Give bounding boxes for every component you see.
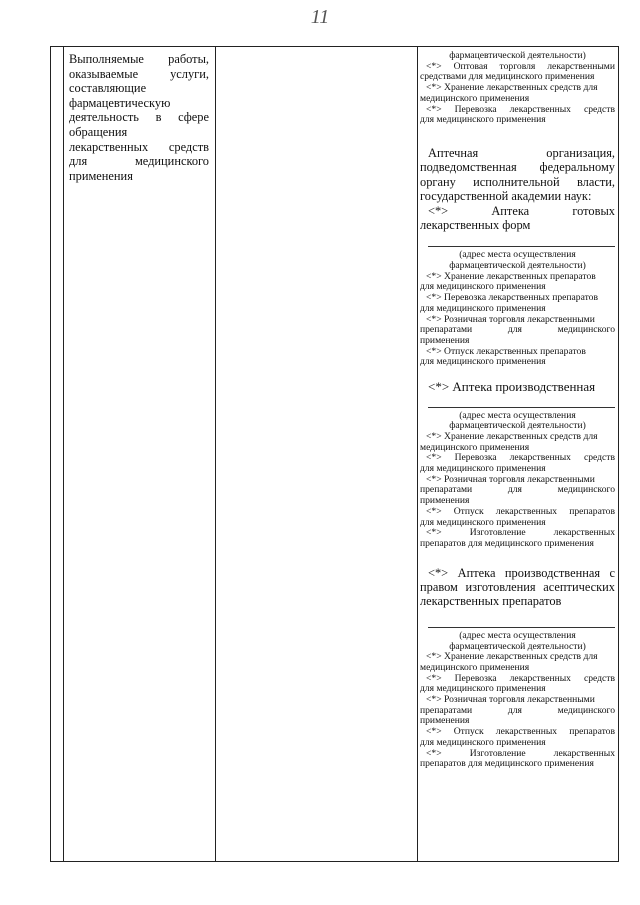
activity-item: для медицинского применения (420, 464, 546, 475)
activity-line: обращения (69, 124, 128, 139)
heading-line: правом изготовления асептических (420, 580, 615, 595)
activity-line: применения (69, 168, 133, 183)
org-line: подведомственная федеральному (420, 160, 615, 175)
activity-item: применения (420, 716, 470, 727)
activity-item: <*> Розничная торговля лекарственными (426, 474, 595, 485)
activity-item: <*> Перевозка лекарственных препаратов (426, 293, 598, 304)
column-divider (63, 47, 64, 861)
activity-item: <*> Отпуск лекарственных препаратов (426, 346, 586, 357)
activity-item: <*> Розничная торговля лекарственными (426, 695, 595, 706)
column-divider (215, 47, 216, 861)
activity-item: <*> Хранение лекарственных средств для (426, 431, 598, 442)
activity-item: применения (420, 335, 470, 346)
finished-forms-block (420, 250, 615, 368)
address-caption: фармацевтической деятельности) (449, 261, 586, 272)
production-block (420, 411, 615, 550)
activity-item: медицинского применения (420, 93, 530, 104)
activity-item: <*> Перевозка лекарственных средств (426, 453, 615, 464)
wholesale-block (420, 51, 615, 126)
address-caption: фармацевтической деятельности) (449, 51, 586, 61)
address-caption: фармацевтической деятельности) (449, 641, 586, 652)
activity-item: для медицинского применения (420, 517, 546, 528)
aseptic-heading (420, 566, 615, 609)
activity-item: <*> Хранение лекарственных препаратов (426, 271, 596, 282)
activity-item: препаратами для медицинского (420, 325, 615, 336)
activity-item: <*> Отпуск лекарственных препаратов (426, 727, 615, 738)
address-caption: фармацевтической деятельности) (449, 421, 586, 432)
activity-item: <*> Отпуск лекарственных препаратов (426, 506, 615, 517)
activity-list (420, 51, 615, 770)
activity-description (69, 52, 209, 183)
activity-item: применения (420, 496, 470, 507)
heading-line: <*> Аптека производственная с (428, 565, 615, 580)
address-underline (428, 407, 615, 408)
activity-item: для медицинского применения (420, 115, 546, 126)
activity-item: препаратами для медицинского (420, 705, 615, 716)
activity-item: для медицинского применения (420, 282, 546, 293)
activity-item: препаратов для медицинского применения (420, 538, 594, 549)
activity-line: лекарственных средств (69, 139, 209, 154)
activity-line: фармацевтическую (69, 95, 171, 110)
address-underline (428, 627, 615, 628)
license-table (50, 46, 619, 862)
activity-item: для медицинского применения (420, 357, 546, 368)
activity-item: для медицинского применения (420, 303, 546, 314)
activity-item: медицинского применения (420, 662, 530, 673)
org-line: государственной академии наук: (420, 189, 592, 204)
aseptic-block (420, 631, 615, 770)
activity-line: составляющие (69, 81, 147, 96)
page-number: 11 (310, 6, 330, 28)
activity-item: <*> Изготовление лекарственных (426, 528, 615, 539)
activity-line: деятельность в сфере (69, 110, 209, 125)
activity-line: для медицинского (69, 154, 209, 169)
activity-item: <*> Перевозка лекарственных средств (426, 104, 615, 115)
activity-item: для медицинского применения (420, 684, 546, 695)
activity-item: препаратами для медицинского (420, 485, 615, 496)
activity-line: оказываемые услуги, (69, 66, 209, 81)
activity-item: для медицинского применения (420, 737, 546, 748)
pharmacy-production-heading (420, 380, 615, 394)
activity-item: препаратов для медицинского применения (420, 759, 594, 770)
org-line: лекарственных форм (420, 217, 531, 232)
activity-item: <*> Хранение лекарственных средств для (426, 652, 598, 663)
activity-item: <*> Розничная торговля лекарственными (426, 314, 595, 325)
activity-item: <*> Оптовая торговля лекарственными (426, 61, 615, 72)
address-caption: (адрес места осуществления (459, 250, 576, 261)
activity-item: медицинского применения (420, 442, 530, 453)
org-line: <*> Аптека готовых (428, 203, 615, 218)
org-line: Аптечная организация, (428, 145, 615, 160)
activity-item: <*> Изготовление лекарственных (426, 748, 615, 759)
org-line: органу исполнительной власти, (420, 174, 615, 189)
address-caption: (адрес места осуществления (459, 630, 576, 641)
activity-item: <*> Перевозка лекарственных средств (426, 673, 615, 684)
activity-line: Выполняемые работы, (69, 52, 209, 66)
address-underline (428, 246, 615, 247)
heading-line: <*> Аптека производственная (428, 380, 596, 395)
activity-item: <*> Хранение лекарственных средств для (426, 83, 598, 94)
column-divider (417, 47, 418, 861)
address-caption: (адрес места осуществления (459, 410, 576, 421)
heading-line: лекарственных препаратов (420, 594, 562, 609)
organization-heading (420, 146, 615, 232)
activity-item: средствами для медицинского применения (420, 72, 595, 83)
